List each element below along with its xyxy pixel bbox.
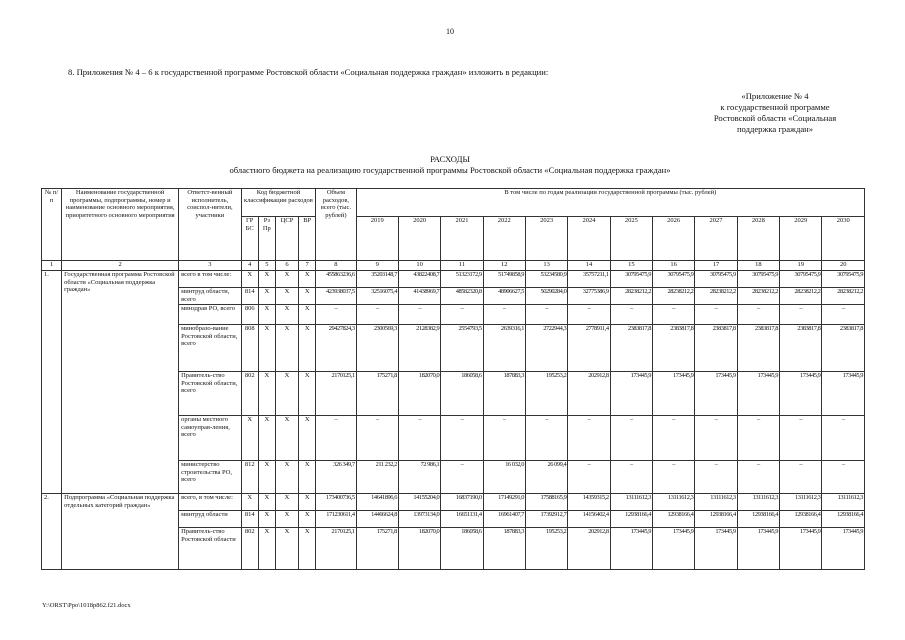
header-name: Наименование государственной программы, подпрограммы, номер и наименование основного мероприятия, приоритетного основного мероприятия: [62, 189, 179, 261]
year-value-cell: 173445,9: [610, 372, 652, 416]
year-value-cell: 12938166,4: [653, 511, 695, 528]
year-value-cell: 16961407,7: [483, 511, 525, 528]
rzpr-cell: X: [258, 416, 275, 461]
table-row: [42, 271, 865, 288]
year-value-cell: –: [780, 461, 822, 494]
column-number: 15: [610, 261, 652, 271]
year-value-cell: 32775386,9: [568, 288, 610, 305]
grbs-cell: 814: [241, 288, 258, 305]
year-value-cell: –: [822, 416, 865, 461]
year-value-cell: 2383817,8: [737, 325, 779, 372]
rzpr-cell: X: [258, 325, 275, 372]
intro-paragraph: 8. Приложения № 4 – 6 к государственной программе Ростовской области «Социальная поддержка граждан» изложить в редакции:: [68, 67, 549, 77]
section-number: 1.: [42, 271, 62, 494]
year-value-cell: 48582320,8: [441, 288, 483, 305]
grbs-cell: X: [241, 271, 258, 288]
header-rzpr: Рз Пр: [258, 217, 275, 261]
year-value-cell: 28238212,2: [653, 288, 695, 305]
document-title: [150, 154, 750, 176]
appendix-line-4: поддержка граждан»: [736, 124, 814, 134]
appendix-line-3: Ростовской области «Социальная: [713, 113, 837, 123]
year-value-cell: 30795475,9: [610, 271, 652, 288]
year-value-cell: 173445,9: [780, 372, 822, 416]
total-cell: 455863236,6: [316, 271, 356, 288]
year-value-cell: –: [568, 305, 610, 325]
year-value-cell: 13111612,3: [780, 494, 822, 511]
year-value-cell: –: [525, 416, 567, 461]
rzpr-cell: X: [258, 511, 275, 528]
year-value-cell: 173445,9: [822, 528, 865, 570]
csr-cell: X: [275, 372, 298, 416]
responsible-cell: минтруд области, всего: [179, 288, 242, 305]
year-value-cell: 16651131,4: [441, 511, 483, 528]
year-value-cell: 202912,8: [568, 372, 610, 416]
column-number: 17: [695, 261, 737, 271]
column-number: 3: [179, 261, 242, 271]
year-value-cell: –: [822, 305, 865, 325]
year-value-cell: 30795475,9: [695, 271, 737, 288]
grbs-cell: 806: [241, 305, 258, 325]
year-value-cell: 173445,9: [695, 372, 737, 416]
year-value-cell: –: [568, 461, 610, 494]
vr-cell: X: [299, 511, 316, 528]
year-value-cell: 14641896,6: [356, 494, 398, 511]
year-value-cell: 50290284,0: [525, 288, 567, 305]
title-main: РАСХОДЫ: [430, 154, 470, 164]
year-value-cell: 72 986,1: [398, 461, 440, 494]
vr-cell: X: [299, 305, 316, 325]
year-value-cell: –: [483, 416, 525, 461]
year-value-cell: 14359315,2: [568, 494, 610, 511]
column-number: 19: [780, 261, 822, 271]
year-value-cell: 14466624,8: [356, 511, 398, 528]
year-value-cell: –: [610, 416, 652, 461]
year-value-cell: –: [695, 416, 737, 461]
year-value-cell: 211 232,2: [356, 461, 398, 494]
csr-cell: X: [275, 511, 298, 528]
year-value-cell: –: [356, 416, 398, 461]
year-value-cell: 173445,9: [653, 528, 695, 570]
year-value-cell: 173445,9: [695, 528, 737, 570]
column-number: 11: [441, 261, 483, 271]
expenses-table: [41, 188, 865, 570]
section-name: Подпрограмма «Социальная поддержка отдельных категорий граждан»: [62, 494, 179, 570]
year-value-cell: 35203148,7: [356, 271, 398, 288]
vr-cell: X: [299, 416, 316, 461]
responsible-cell: Правитель-ство Ростовской области: [179, 528, 242, 570]
year-value-cell: 2778911,4: [568, 325, 610, 372]
header-year-2020: 2020: [398, 217, 440, 261]
column-number: 9: [356, 261, 398, 271]
total-cell: 173400736,5: [316, 494, 356, 511]
year-value-cell: 43822408,7: [398, 271, 440, 288]
year-value-cell: 14155204,0: [398, 494, 440, 511]
vr-cell: X: [299, 461, 316, 494]
year-value-cell: –: [737, 305, 779, 325]
responsible-cell: минздрав РО, всего: [179, 305, 242, 325]
csr-cell: X: [275, 271, 298, 288]
year-value-cell: –: [695, 305, 737, 325]
year-value-cell: –: [653, 461, 695, 494]
vr-cell: X: [299, 325, 316, 372]
year-value-cell: –: [610, 461, 652, 494]
grbs-cell: 812: [241, 461, 258, 494]
year-value-cell: –: [356, 305, 398, 325]
year-value-cell: 13111612,3: [610, 494, 652, 511]
year-value-cell: 2383817,8: [610, 325, 652, 372]
year-value-cell: 2383817,8: [822, 325, 865, 372]
appendix-heading: [690, 91, 860, 135]
year-value-cell: 173445,9: [822, 372, 865, 416]
year-value-cell: 2554793,5: [441, 325, 483, 372]
header-year-2027: 2027: [695, 217, 737, 261]
year-value-cell: 28238212,2: [695, 288, 737, 305]
header-year-2025: 2025: [610, 217, 652, 261]
csr-cell: X: [275, 416, 298, 461]
responsible-cell: министерство строительства РО, всего: [179, 461, 242, 494]
year-value-cell: 2300569,3: [356, 325, 398, 372]
year-value-cell: –: [441, 461, 483, 494]
year-value-cell: 32516075,4: [356, 288, 398, 305]
responsible-cell: минтруд области: [179, 511, 242, 528]
total-cell: 423938037,5: [316, 288, 356, 305]
section-name: Государственная программа Ростовской области «Социальная поддержка граждан»: [62, 271, 179, 494]
year-value-cell: 12938166,4: [737, 511, 779, 528]
rzpr-cell: X: [258, 461, 275, 494]
header-responsible: Ответст-венный исполнитель, соиспол-нители, участники: [179, 189, 242, 261]
year-value-cell: –: [398, 416, 440, 461]
rzpr-cell: X: [258, 305, 275, 325]
header-year-2024: 2024: [568, 217, 610, 261]
year-value-cell: –: [737, 461, 779, 494]
header-csr: ЦСР: [275, 217, 298, 261]
header-year-2022: 2022: [483, 217, 525, 261]
responsible-cell: органы местного самоуправ-ления, всего: [179, 416, 242, 461]
header-year-2023: 2023: [525, 217, 567, 261]
responsible-cell: всего в том числе:: [179, 271, 242, 288]
year-value-cell: 182070,0: [398, 372, 440, 416]
year-value-cell: 30795475,9: [822, 271, 865, 288]
year-value-cell: –: [610, 305, 652, 325]
year-value-cell: 2722944,3: [525, 325, 567, 372]
year-value-cell: –: [653, 416, 695, 461]
year-value-cell: 173445,9: [610, 528, 652, 570]
csr-cell: X: [275, 325, 298, 372]
year-value-cell: 12938166,4: [822, 511, 865, 528]
header-volume: Объем расходов, всего (тыс. рублей): [316, 189, 356, 261]
vr-cell: X: [299, 372, 316, 416]
year-value-cell: –: [653, 305, 695, 325]
year-value-cell: 30795475,9: [780, 271, 822, 288]
rzpr-cell: X: [258, 494, 275, 511]
year-value-cell: –: [780, 416, 822, 461]
year-value-cell: 2639316,1: [483, 325, 525, 372]
year-value-cell: 13111612,3: [695, 494, 737, 511]
year-value-cell: –: [737, 416, 779, 461]
year-value-cell: 2128382,9: [398, 325, 440, 372]
grbs-cell: X: [241, 494, 258, 511]
column-number: 7: [299, 261, 316, 271]
year-value-cell: –: [525, 305, 567, 325]
total-cell: 2170125,1: [316, 528, 356, 570]
column-number: 5: [258, 261, 275, 271]
year-value-cell: 41438969,7: [398, 288, 440, 305]
year-value-cell: 17392912,7: [525, 511, 567, 528]
header-code-group: Код бюджетной классификации расходов: [241, 189, 316, 217]
year-value-cell: 173445,9: [780, 528, 822, 570]
vr-cell: X: [299, 271, 316, 288]
column-number: 18: [737, 261, 779, 271]
column-number: 1: [42, 261, 62, 271]
grbs-cell: 802: [241, 528, 258, 570]
vr-cell: X: [299, 288, 316, 305]
header-year-2019: 2019: [356, 217, 398, 261]
column-number: 14: [568, 261, 610, 271]
year-value-cell: 30795475,9: [653, 271, 695, 288]
year-value-cell: 12938166,4: [610, 511, 652, 528]
grbs-cell: 802: [241, 372, 258, 416]
section-number: 2.: [42, 494, 62, 570]
year-value-cell: 48906627,5: [483, 288, 525, 305]
year-value-cell: 173445,9: [737, 528, 779, 570]
header-year-2021: 2021: [441, 217, 483, 261]
rzpr-cell: X: [258, 288, 275, 305]
year-value-cell: 175271,8: [356, 528, 398, 570]
year-value-cell: 175271,8: [356, 372, 398, 416]
rzpr-cell: X: [258, 271, 275, 288]
year-value-cell: 182070,0: [398, 528, 440, 570]
year-value-cell: –: [441, 416, 483, 461]
year-value-cell: 2383817,8: [695, 325, 737, 372]
column-number: 12: [483, 261, 525, 271]
csr-cell: X: [275, 305, 298, 325]
year-value-cell: –: [695, 461, 737, 494]
year-value-cell: –: [441, 305, 483, 325]
footer-file-path: Y:\ORST\Ppo\1018p862.f21.docx: [42, 602, 131, 609]
header-year-2029: 2029: [780, 217, 822, 261]
header-year-2028: 2028: [737, 217, 779, 261]
appendix-line-1: «Приложение № 4: [741, 91, 809, 101]
year-value-cell: 202912,8: [568, 528, 610, 570]
year-value-cell: 28238212,2: [780, 288, 822, 305]
vr-cell: X: [299, 494, 316, 511]
year-value-cell: 26 099,4: [525, 461, 567, 494]
grbs-cell: 808: [241, 325, 258, 372]
header-years-group: В том числе по годам реализации государственной программы (тыс. рублей): [356, 189, 864, 217]
column-number: 20: [822, 261, 865, 271]
column-number: 4: [241, 261, 258, 271]
responsible-cell: всего, в том числе:: [179, 494, 242, 511]
year-value-cell: 186058,6: [441, 372, 483, 416]
csr-cell: X: [275, 461, 298, 494]
year-value-cell: 12938166,4: [695, 511, 737, 528]
column-number: 16: [653, 261, 695, 271]
year-value-cell: 35757211,1: [568, 271, 610, 288]
grbs-cell: X: [241, 416, 258, 461]
year-value-cell: 12938166,4: [780, 511, 822, 528]
column-number: 2: [62, 261, 179, 271]
appendix-line-2: к государственной программе: [720, 102, 830, 112]
year-value-cell: 17149291,0: [483, 494, 525, 511]
year-value-cell: 28238212,2: [737, 288, 779, 305]
year-value-cell: –: [822, 461, 865, 494]
year-value-cell: 2383817,8: [653, 325, 695, 372]
title-subtitle: областного бюджета на реализацию государственной программы Ростовской области «Социальная поддержка граждан»: [229, 165, 671, 175]
csr-cell: X: [275, 288, 298, 305]
table-row: [42, 494, 865, 511]
year-value-cell: 16 032,0: [483, 461, 525, 494]
total-cell: –: [316, 305, 356, 325]
year-value-cell: 28238212,2: [610, 288, 652, 305]
year-value-cell: 173445,9: [653, 372, 695, 416]
header-num: № п/п: [42, 189, 62, 261]
year-value-cell: 173445,9: [737, 372, 779, 416]
rzpr-cell: X: [258, 528, 275, 570]
year-value-cell: 2383817,8: [780, 325, 822, 372]
header-year-2030: 2030: [822, 217, 865, 261]
year-value-cell: 13111612,3: [653, 494, 695, 511]
year-value-cell: 186058,6: [441, 528, 483, 570]
header-vr: ВР: [299, 217, 316, 261]
column-number: 6: [275, 261, 298, 271]
year-value-cell: 51323172,9: [441, 271, 483, 288]
year-value-cell: 28238212,2: [822, 288, 865, 305]
responsible-cell: минобразо-вание Ростовской области, всего: [179, 325, 242, 372]
total-cell: 326 349,7: [316, 461, 356, 494]
year-value-cell: 13973134,0: [398, 511, 440, 528]
vr-cell: X: [299, 528, 316, 570]
year-value-cell: 13111612,3: [822, 494, 865, 511]
year-value-cell: 13111612,3: [737, 494, 779, 511]
year-value-cell: 14156402,4: [568, 511, 610, 528]
total-cell: 29427824,3: [316, 325, 356, 372]
year-value-cell: 30795475,9: [737, 271, 779, 288]
column-number: 10: [398, 261, 440, 271]
year-value-cell: –: [483, 305, 525, 325]
year-value-cell: 17588165,9: [525, 494, 567, 511]
year-value-cell: 187883,3: [483, 528, 525, 570]
total-cell: 171230611,4: [316, 511, 356, 528]
year-value-cell: 16837190,0: [441, 494, 483, 511]
year-value-cell: 51749858,9: [483, 271, 525, 288]
csr-cell: X: [275, 494, 298, 511]
total-cell: –: [316, 416, 356, 461]
year-value-cell: 195253,2: [525, 528, 567, 570]
grbs-cell: 814: [241, 511, 258, 528]
year-value-cell: 195253,2: [525, 372, 567, 416]
year-value-cell: 53234580,9: [525, 271, 567, 288]
total-cell: 2170125,1: [316, 372, 356, 416]
year-value-cell: 187883,3: [483, 372, 525, 416]
column-number: 8: [316, 261, 356, 271]
year-value-cell: –: [780, 305, 822, 325]
year-value-cell: –: [398, 305, 440, 325]
page-number: 10: [446, 27, 454, 36]
header-year-2026: 2026: [653, 217, 695, 261]
csr-cell: X: [275, 528, 298, 570]
column-number: 13: [525, 261, 567, 271]
year-value-cell: –: [568, 416, 610, 461]
header-grbs: ГР БС: [241, 217, 258, 261]
responsible-cell: Правитель-ство Ростовской области, всего: [179, 372, 242, 416]
rzpr-cell: X: [258, 372, 275, 416]
